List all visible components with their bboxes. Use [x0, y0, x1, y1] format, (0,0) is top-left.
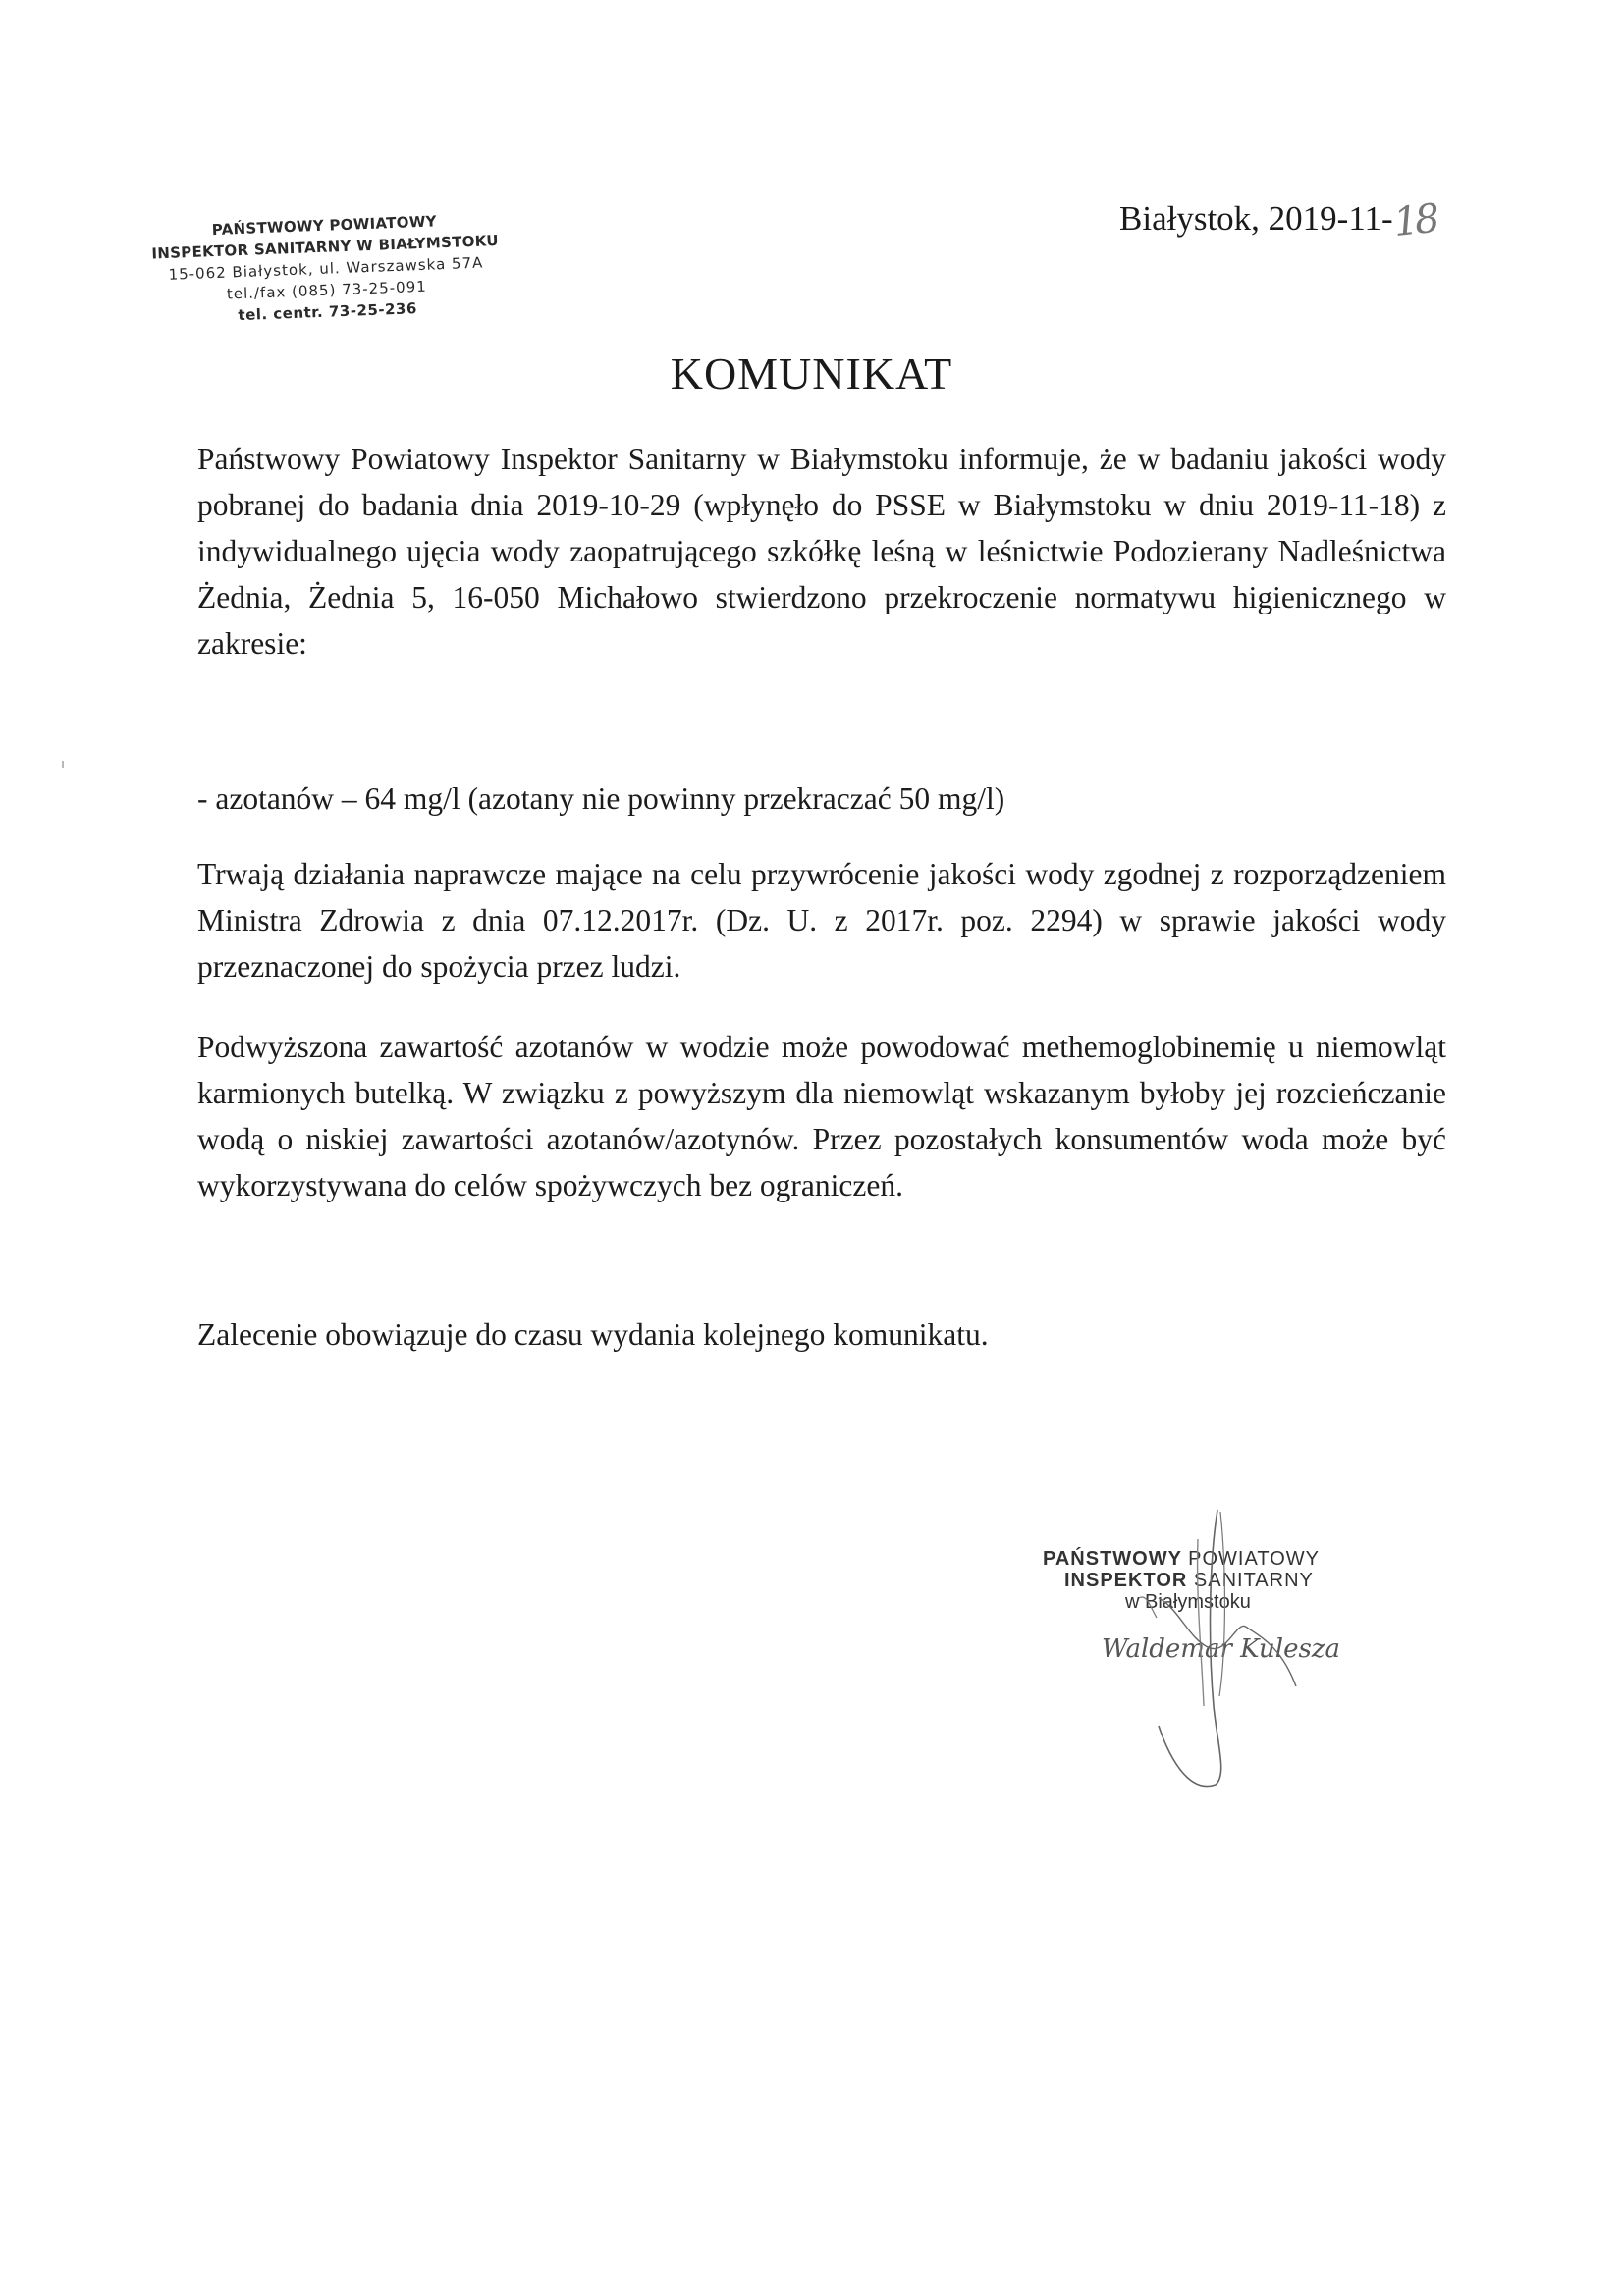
stamp-institution-line2: INSPEKTOR SANITARNY W BIAŁYMSTOKU [151, 231, 500, 263]
date-printed: Białystok, 2019-11- [1119, 199, 1393, 238]
document-title: KOMUNIKAT [670, 348, 953, 399]
paragraph-validity: Zalecenie obowiązuje do czasu wydania kolejnego komunikatu. [197, 1317, 989, 1352]
document-date [1119, 194, 1438, 246]
stamp-address: 15-062 Białystok, ul. Warszawska 57A [168, 253, 484, 284]
signature-stamp-line3: w Białymstoku [1125, 1591, 1251, 1613]
signature-stamp-line2: INSPEKTOR SANITARNY [1064, 1570, 1314, 1591]
paragraph-health-advice: Podwyższona zawartość azotanów w wodzie może powodować methemoglobinemię u niemowląt karmionych butelką. W związku z powyższym dla niemowląt wskazanym byłoby jej rozcieńczanie wodą o niskiej zawartości azotanów/azotynów. Przez pozostałych konsumentów woda może być wykorzystywana do celów spożywczych bez ograniczeń. [197, 1030, 1446, 1202]
paragraph-findings: Państwowy Powiatowy Inspektor Sanitarny w Białymstoku informuje, że w badaniu jakości wody pobranej do badania dnia 2019-10-29 (wpłynęło do PSSE w Białymstoku w dniu 2019-11-18) z indywidualnego ujęcia wody zaopatrującego szkółkę leśną w leśnictwie Podozierany Nadleśnictwa Żednia, Żednia 5, 16-050 Michałowo stwierdzono przekroczenie normatywu higienicznego w zakresie: [197, 442, 1446, 661]
exceedance-item: - azotanów – 64 mg/l (azotany nie powinny przekraczać 50 mg/l) [197, 781, 1005, 816]
stamp-fax: tel./fax (085) 73-25-091 [226, 277, 428, 303]
signatory-name: Waldemar Kulesza [1102, 1634, 1341, 1664]
stamp-phone: tel. centr. 73-25-236 [238, 299, 418, 325]
signature-stamp [1043, 1548, 1416, 1664]
signature-stamp-line1: PAŃSTWOWY POWIATOWY [1043, 1548, 1320, 1570]
paragraph-corrective-actions: Trwają działania naprawcze mające na celu przywrócenie jakości wody zgodnej z rozporządzeniem Ministra Zdrowia z dnia 07.12.2017r. (Dz. U. z 2017r. poz. 2294) w sprawie jakości wody przeznaczonej do spożycia przez ludzi. [197, 857, 1446, 984]
institution-header-stamp [137, 207, 514, 330]
date-handwritten-day: 18 [1390, 195, 1438, 246]
scan-artifact [62, 761, 64, 768]
stamp-institution-line1: PAŃSTWOWY POWIATOWY [211, 212, 438, 240]
